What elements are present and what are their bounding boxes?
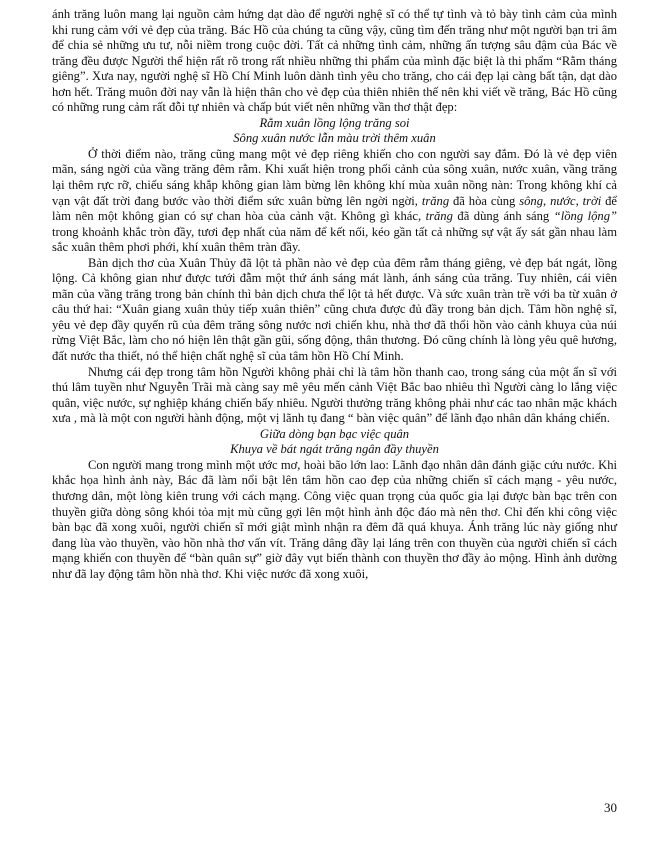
emphasis-word: “lồng lộng” — [553, 209, 618, 224]
text-run: trong khoảnh khắc tròn đầy, tươi đẹp nhất của năm để kết nối, kéo gần tất cả những sự vật ấy sát gần nhau làm sắc xuân thêm phơi phới, khí xuân thêm tràn đầy. — [52, 224, 617, 255]
document-page — [52, 7, 617, 582]
emphasis-word: trăng — [425, 209, 453, 224]
verse-line: Rằm xuân lồng lộng trăng soi — [259, 115, 410, 130]
emphasis-word: sông — [519, 193, 544, 208]
text-run: , — [575, 193, 583, 208]
text-run: Ở thời điểm nào, trăng cũng mang một vẻ đẹp riêng khiến cho con người say đắm. Đó là vẻ đẹp viên mãn, sáng ngời của vầng trăng đêm rằm. Khi xuất hiện trong phối cảnh của sông xuân, nước xuân, vầng trăng lại thêm rực rỡ, chiếu sáng khắp không gian làm bừng lên không khí mùa xuân nồng nàn: Trong không khí cả vạn vật đất trời đang bước vào thời điểm sức xuân bừng lên ngời ngời, — [52, 146, 617, 208]
text-run: đã hòa cùng — [449, 193, 520, 208]
analysis-paragraph-translation: Bản dịch thơ của Xuân Thủy đã lột tả phần nào vẻ đẹp của đêm rằm tháng giêng, vẻ đẹp bát ngát, lồng lộng. Cả không gian như được tưới đẫm một thứ ánh sáng mát lành, ánh sáng của trăng. Tuy nhiên, cái viên mãn của vầng trăng trong bản chính thì bản dịch chưa thể lột tả hết được. Và sức xuân tràn trề với ba từ xuân ở câu thứ hai: “Xuân giang xuân thủy tiếp xuân thiên” cũng chưa được đủ đầy trong bản dịch. Tâm hồn nghệ sĩ, yêu vẻ đẹp đầy quyến rũ của đêm trăng sông nước nơi chiến khu, nhà thơ đã thổi hồn vào cảnh khuya của núi rừng Việt Bắc, làm cho nó hiện lên thật gần gũi, sống động, thân thương. Đó cũng chính là lòng yêu quê hương, đất nước tha thiết, nó thể hiện chất nghệ sĩ của tâm hồn Hồ Chí Minh. — [52, 255, 617, 364]
verse-line: Khuya về bát ngát trăng ngân đầy thuyền — [230, 442, 439, 457]
verse-stanza-1 — [52, 116, 617, 147]
text-run: để làm nên một không gian có sự chan hòa của cảnh vật. Không gì khác, — [52, 193, 618, 224]
page-number: 30 — [604, 800, 617, 815]
verse-line: Sông xuân nước lẫn màu trời thêm xuân — [233, 131, 436, 146]
verse-line: Giữa dòng bạn bạc việc quân — [259, 426, 410, 441]
analysis-paragraph-leader: Nhưng cái đẹp trong tâm hồn Người không phải chỉ là tâm hồn thanh cao, trong sáng của một ẩn sĩ với thú lâm tuyền như Nguyễn Trãi mà càng say mê yêu mến cảnh Việt Bắc bao nhiêu thì Người càng lo lắng việc quân, việc nước, sự nghiệp kháng chiến bấy nhiêu. Người thưởng trăng không phải như các tao nhân mặc khách xưa , mà là một con người hành động, một vị lãnh tụ đang “ bàn việc quân” để lãnh đạo nhân dân kháng chiến. — [52, 364, 617, 426]
analysis-paragraph-boat: Con người mang trong mình một ước mơ, hoài bão lớn lao: Lãnh đạo nhân dân đánh giặc cứu nước. Khi khắc họa hình ảnh này, Bác đã làm nổi bật lên tâm hồn cao đẹp của những chiến sĩ cách mạng - yêu nước, thương dân, một lòng kiên trung với cách mạng. Công việc quan trọng của quốc gia lại được bàn bạc trên con thuyền giữa dòng sông khói tỏa mịt mù cũng gợi lên một hình ảnh độc đáo mà nên thơ. Chỉ đến khi công việc bàn bạc đã xong xuôi, người chiến sĩ mới giật mình nhận ra đêm đã quá khuya. Ánh trăng lúc này giống như đang lùa vào thuyền, vào hồn nhà thơ vấn vít. Trăng dâng đầy lại láng trên con thuyền của người chiến sĩ cách mạng khiến con thuyền để “bàn quân sự” giờ đây vụt biến thành con thuyền thơ đầy ảo mộng. Hình ảnh dường như đã lay động tâm hồn nhà thơ. Khi việc nước đã xong xuôi, — [52, 457, 617, 581]
analysis-paragraph-moon-beauty — [52, 147, 617, 256]
emphasis-word: trời — [582, 193, 602, 208]
verse-stanza-2 — [52, 427, 617, 458]
emphasis-word: nước — [550, 193, 576, 208]
emphasis-word: trăng — [421, 193, 450, 208]
text-run: , — [543, 193, 551, 208]
text-run: đã dùng ánh sáng — [452, 209, 554, 224]
intro-paragraph: ánh trăng luôn mang lại nguồn cảm hứng dạt dào để người nghệ sĩ có thể tự tình và tỏ bày tình cảm của mình khi rung cảm với vẻ đẹp của trăng. Bác Hồ của chúng ta cũng vậy, cũng tìm đến trăng như một người bạn tri âm để chia sẻ những ưu tư, nỗi niềm trong cuộc đời. Tất cả những tình cảm, những ấn tượng sâu đậm của Bác về trăng đều được Người thể hiện rất rõ trong rất nhiều những thi phẩm của mình đặc biệt là thi phẩm “Rằm tháng giêng”. Xưa nay, người nghệ sĩ Hồ Chí Minh luôn dành tình yêu cho trăng, cho cái đẹp lại càng bất tận, dạt dào hơn hết. Trăng muôn đời nay vẫn là hiện thân cho vẻ đẹp của thiên nhiên thế nên khi viết về trăng, Bác Hồ cũng có những rung cảm rất đỗi tự nhiên và chấp bút viết nên những vần thơ thật đẹp: — [52, 7, 617, 115]
